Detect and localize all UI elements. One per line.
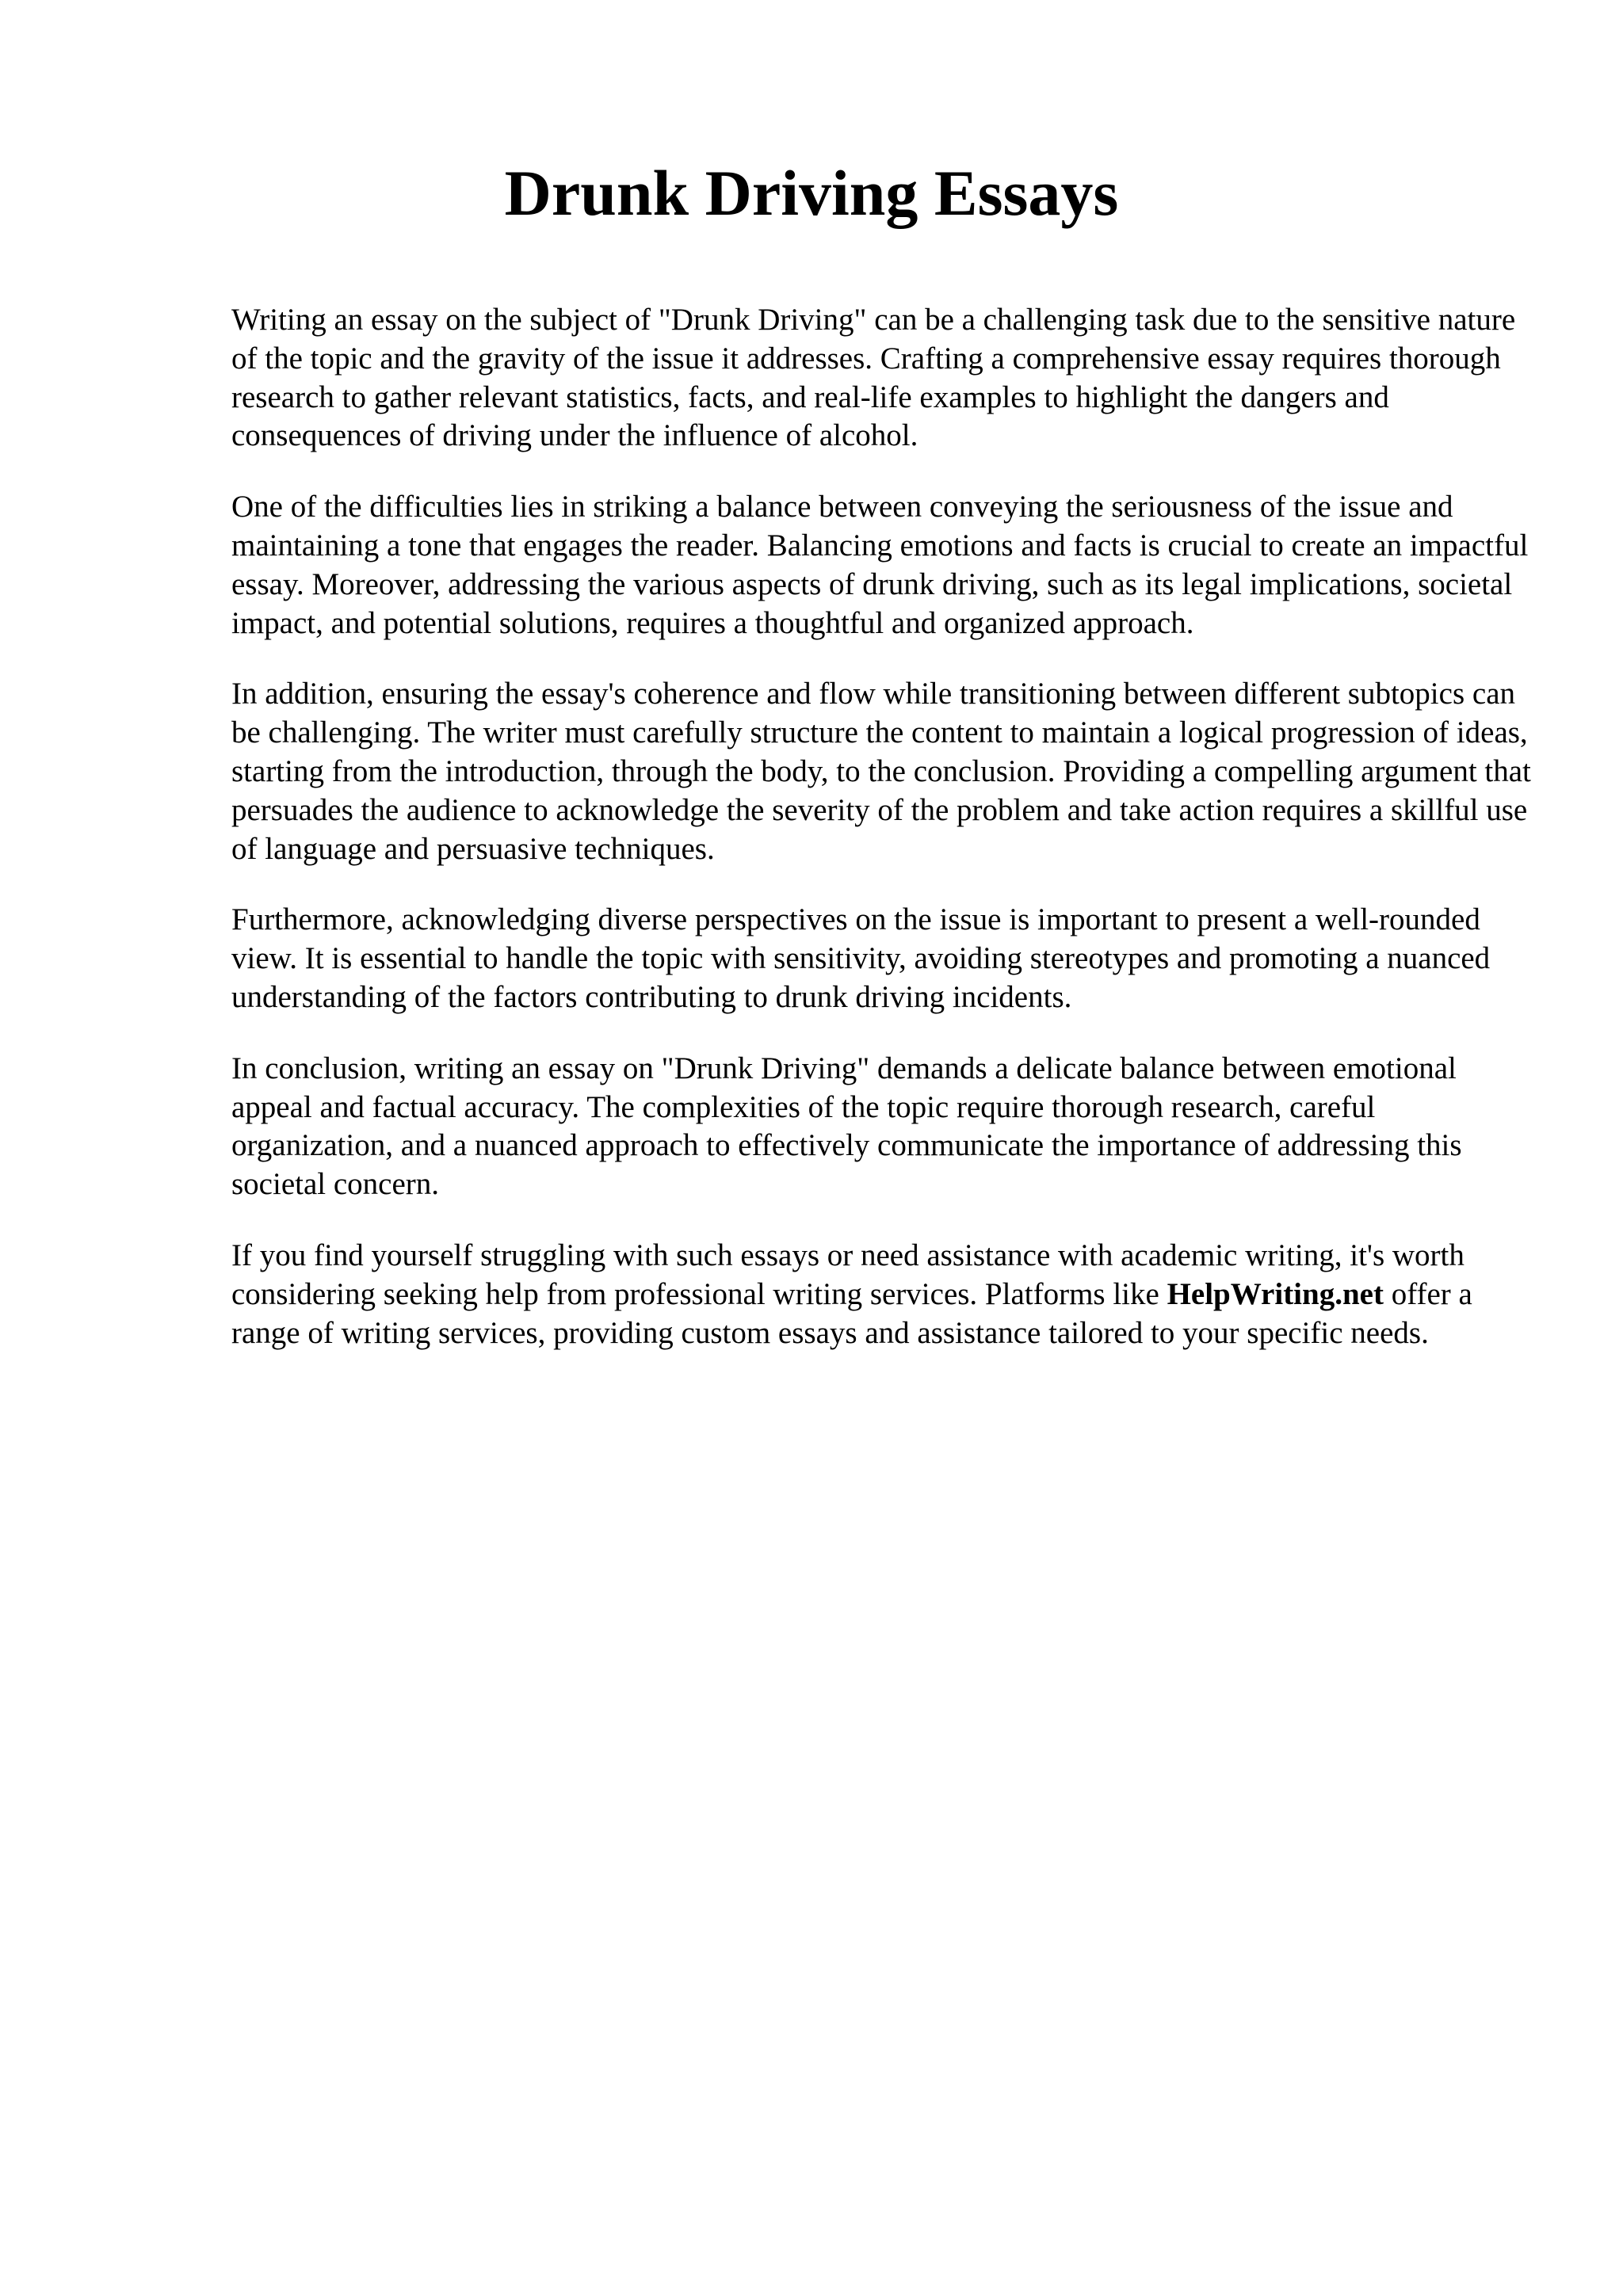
brand-name: HelpWriting.net xyxy=(1167,1276,1384,1311)
paragraph-3: In addition, ensuring the essay's coherence and flow while transitioning between different subtopics can be challenging. The writer must carefully structure the content to maintain a logical progression of ideas, starting from the introduction, through the body, to the conclusion. Providing a compelling argument that persuades the audience to acknowledge the severity of the problem and take action requires a skillful use of language and persuasive techniques. xyxy=(231,677,1531,866)
closing-text-after: offer a range of writing services, providing custom essays and assistance tailored to your specific needs. xyxy=(231,1276,1472,1350)
closing-text-before: If you find yourself struggling with such essays or need assistance with academic writing, it's worth considering seeking help from professional writing services. Platforms like xyxy=(231,1238,1465,1311)
essay-body xyxy=(231,301,1531,1385)
closing-paragraph xyxy=(231,1237,1531,1352)
paragraph-4: Furthermore, acknowledging diverse perspectives on the issue is important to present a well-rounded view. It is essential to handle the topic with sensitivity, avoiding stereotypes and promoting a nuanced understanding of the factors contributing to drunk driving incidents. xyxy=(231,902,1491,1014)
paragraph-1: Writing an essay on the subject of "Drunk Driving" can be a challenging task due to the sensitive nature of the topic and the gravity of the issue it addresses. Crafting a comprehensive essay requires thorough research to gather relevant statistics, facts, and real-life examples to highlight the dangers and consequences of driving under the influence of alcohol. xyxy=(231,303,1516,453)
page-title: Drunk Driving Essays xyxy=(504,157,1119,229)
paragraph-2: One of the difficulties lies in striking a balance between conveying the seriousness of the issue and maintaining a tone that engages the reader. Balancing emotions and facts is crucial to create an impactful essay. Moreover, addressing the various aspects of drunk driving, such as its legal implications, societal impact, and potential solutions, requires a thoughtful and organized approach. xyxy=(231,490,1529,640)
paragraph-5: In conclusion, writing an essay on "Drunk Driving" demands a delicate balance between emotional appeal and factual accuracy. The complexities of the topic require thorough research, careful organization, and a nuanced approach to effectively communicate the importance of addressing this societal concern. xyxy=(231,1051,1462,1202)
